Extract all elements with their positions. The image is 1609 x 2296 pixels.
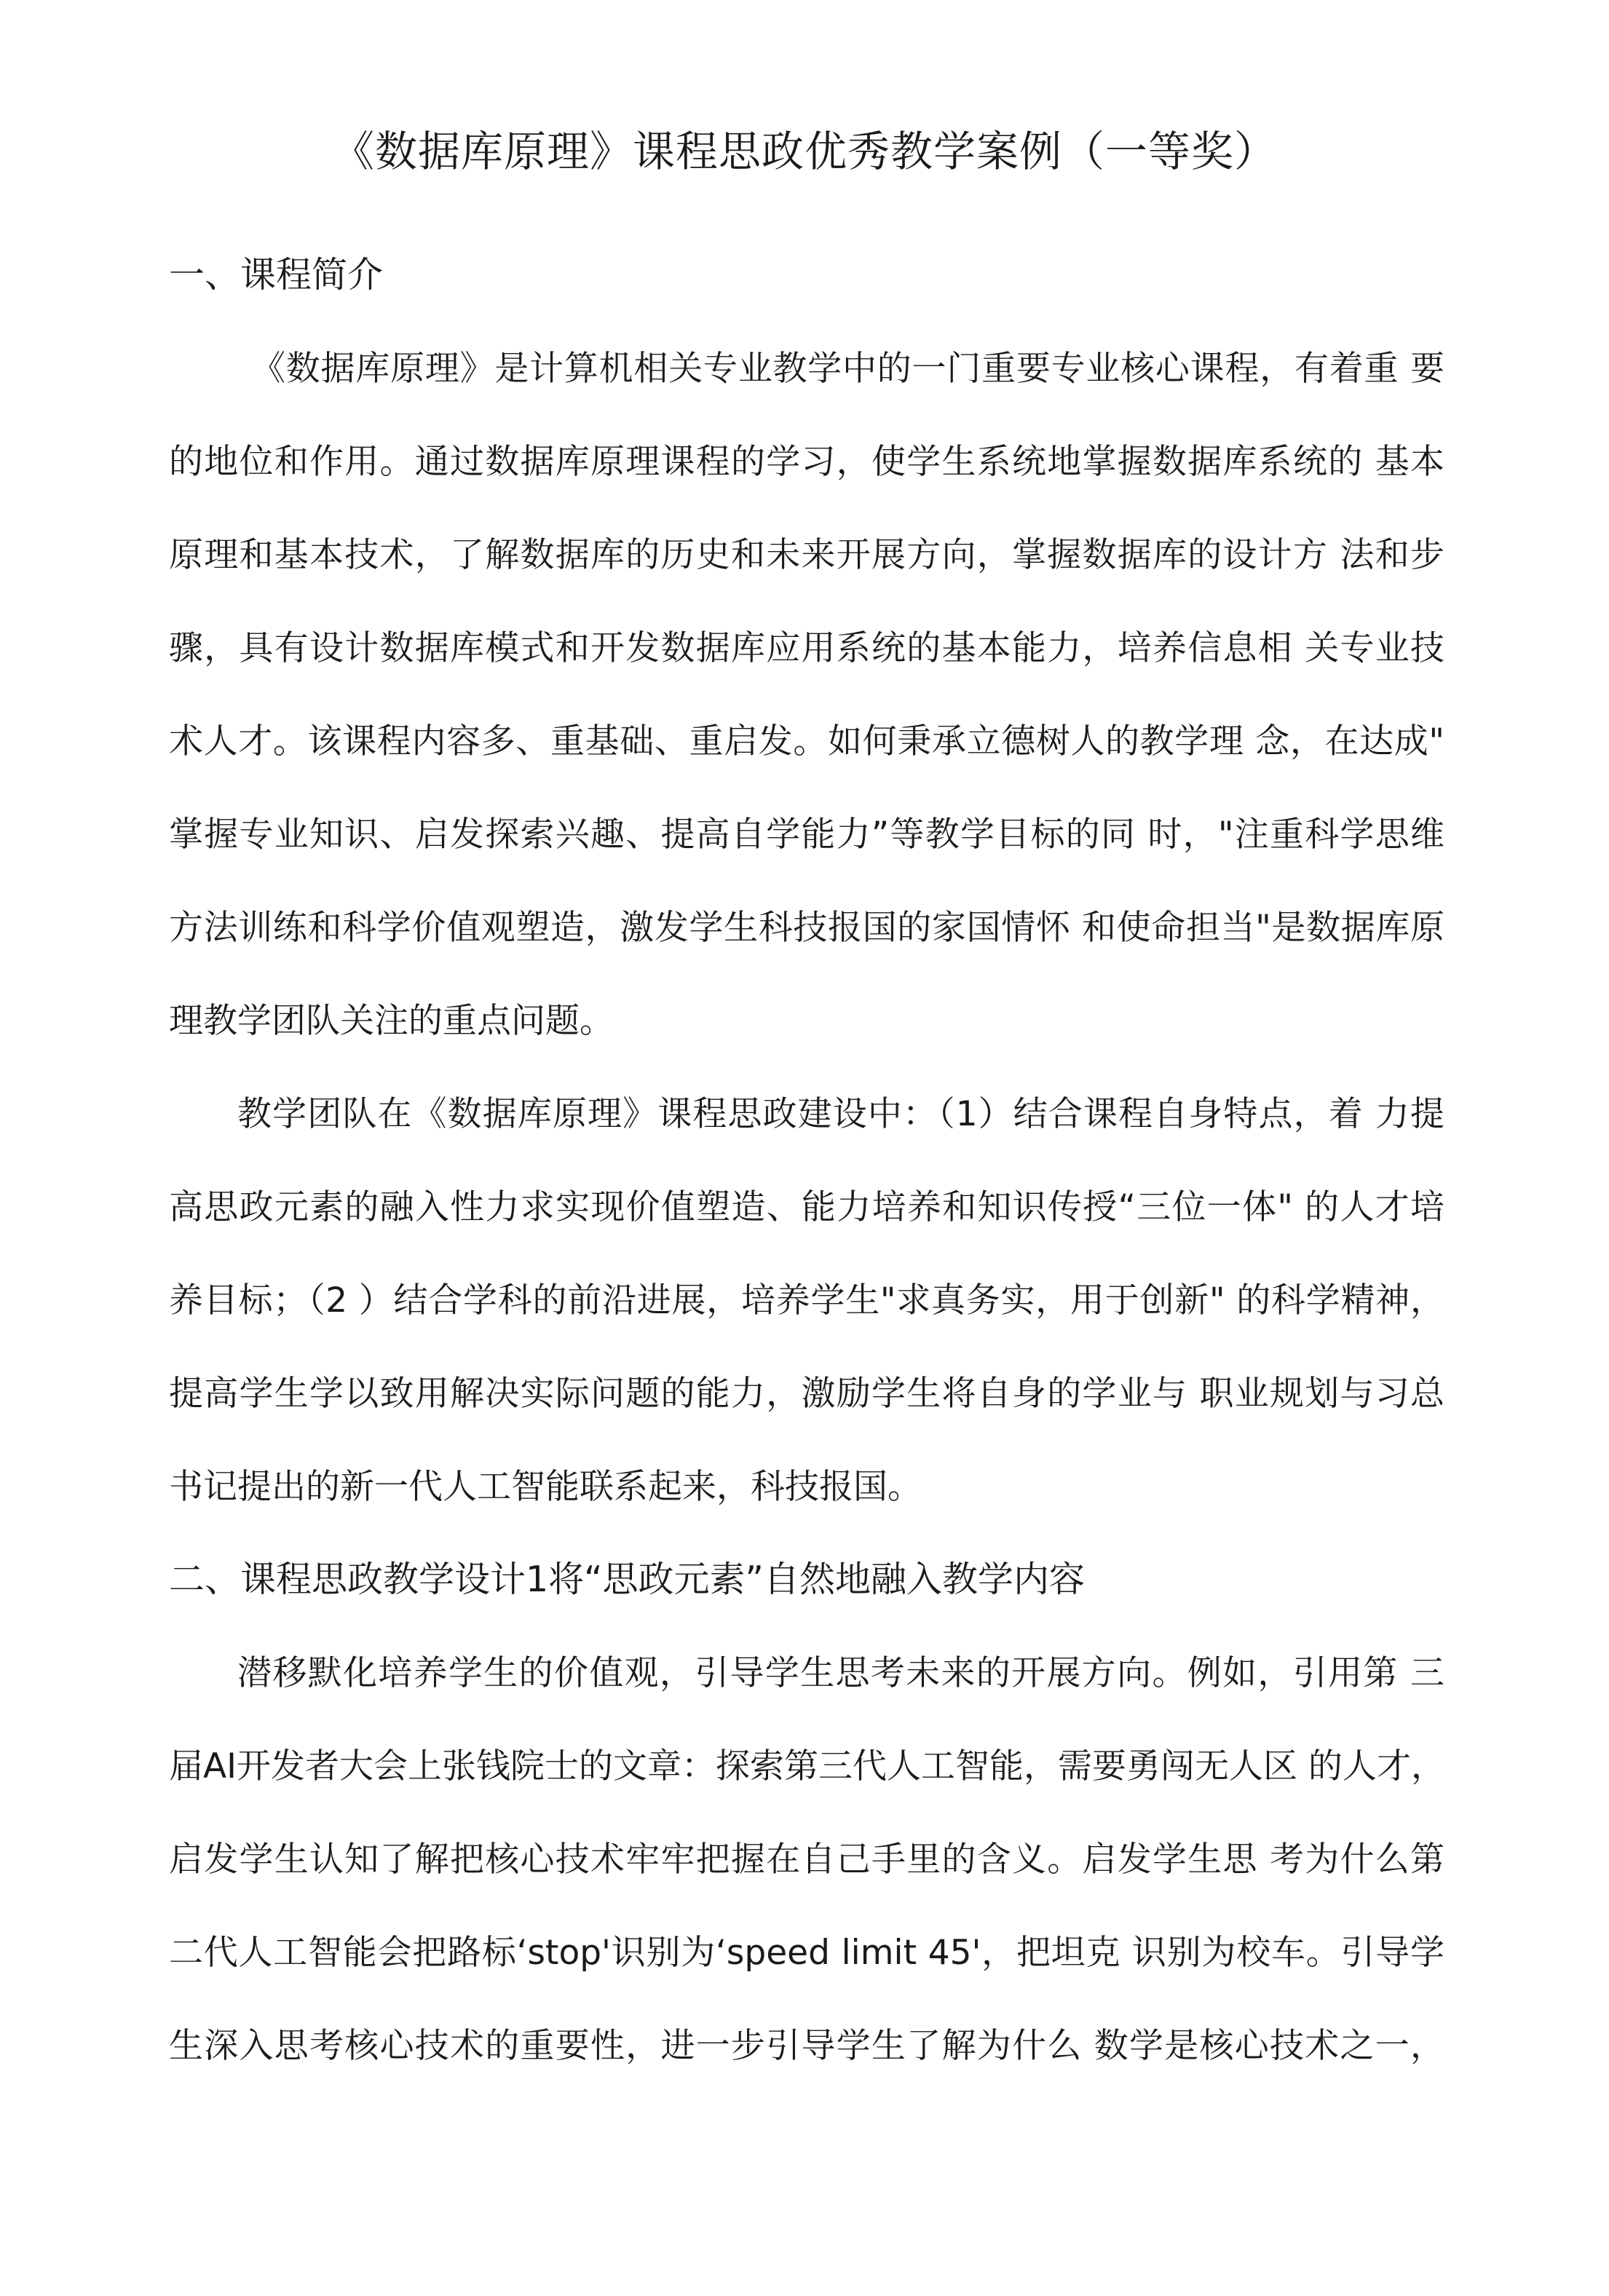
paragraph-line: 方法训练和科学价值观塑造，激发学生科技报国的家国情怀 和使命担当"是数据库原 [169,908,1444,948]
paragraph-line: 提高学生学以致用解决实际问题的能力，激励学生将自身的学业与 职业规划与习总 [169,1374,1444,1414]
paragraph-line: 生深入思考核心技术的重要性，进一步引导学生了解为什么 数学是核心技术之一， [169,2026,1444,2066]
paragraph-line: 术人才。该课程内容多、重基础、重启发。如何秉承立德树人的教学理 念，在达成" [169,721,1444,761]
paragraph-line: 《数据库原理》是计算机相关专业教学中的一门重要专业核心课程，有着重 要 [251,349,1444,389]
paragraph-line: 启发学生认知了解把核心技术牢牢把握在自己手里的含义。启发学生思 考为什么第 [169,1840,1444,1880]
section-heading-design: 二、课程思政教学设计1将“思政元素”自然地融入教学内容 [169,1559,1085,1600]
document-title: 《数据库原理》课程思政优秀教学案例（一等奖） [331,127,1277,176]
paragraph-line: 书记提出的新一代人工智能联系起来，科技报国。 [169,1467,922,1507]
paragraph-line: 高思政元素的融入性力求实现价值塑造、能力培养和知识传授“三位一体" 的人才培 [169,1187,1444,1227]
paragraph-line: 掌握专业知识、启发探索兴趣、提高自学能力”等教学目标的同 时，"注重科学思维 [169,815,1444,855]
paragraph-line: 二代人工智能会把路标‘stop'识别为‘speed limit 45'，把坦克 识别为校车。引导学 [169,1933,1444,1973]
paragraph-line: 届AI开发者大会上张钱院士的文章：探索第三代人工智能，需要勇闯无人区 的人才， [169,1746,1445,1786]
paragraph-line: 骤，具有设计数据库模式和开发数据库应用系统的基本能力，培养信息相 关专业技 [169,628,1444,668]
paragraph-line: 潜移默化培养学生的价值观，引导学生思考未来的开展方向。例如，引用第 三 [237,1653,1444,1693]
paragraph-line: 教学团队在《数据库原理》课程思政建设中：（1）结合课程自身特点，着 力提 [237,1094,1444,1134]
paragraph-line: 的地位和作用。通过数据库原理课程的学习，使学生系统地掌握数据库系统的 基本 [169,442,1444,482]
paragraph-line: 原理和基本技术，了解数据库的历史和未来开展方向，掌握数据库的设计方 法和步 [169,535,1444,575]
section-heading-course-intro: 一、课程简介 [169,254,384,296]
paragraph-line: 理教学团队关注的重点问题。 [169,1001,614,1041]
paragraph-line: 养目标；（2 ）结合学科的前沿进展，培养学生"求真务实，用于创新" 的科学精神， [169,1280,1444,1321]
